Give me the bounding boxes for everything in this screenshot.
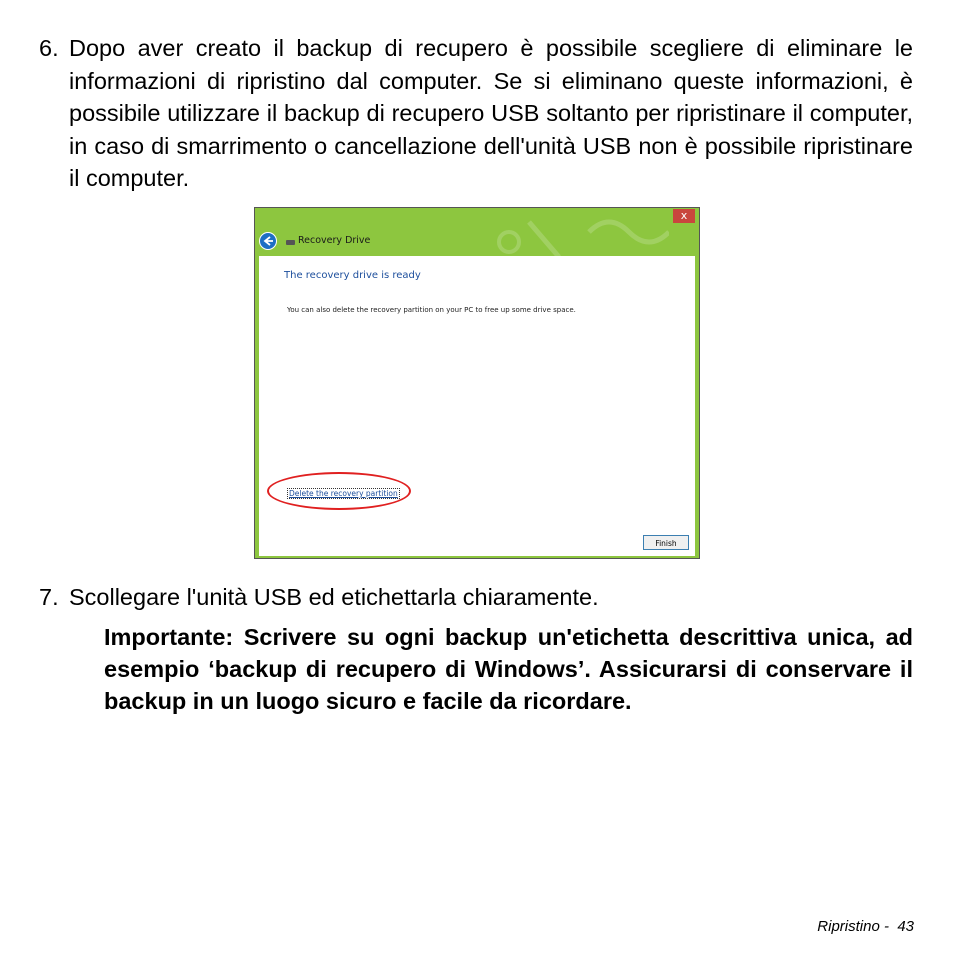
finish-button[interactable]: Finish — [643, 535, 689, 550]
step-6-number: 6. — [39, 35, 59, 61]
important-note: Importante: Scrivere su ogni backup un'etichetta descrittiva unica, ad esempio ‘backup di recupero di Windows’. Assicurarsi di conservare il backup in un luogo sicuro e facile da ricordare. — [104, 624, 913, 714]
step-7-number: 7. — [39, 584, 59, 610]
footer-separator: - — [879, 918, 898, 935]
background-decoration — [469, 212, 669, 262]
step-7-text: Scollegare l'unità USB ed etichettarla chiaramente. — [69, 584, 599, 610]
back-arrow-icon[interactable] — [259, 232, 277, 250]
step-6-text: Dopo aver creato il backup di recupero è possibile scegliere di eliminare le informazioni di ripristino dal computer. Se si eliminano queste informazioni, è possibile utilizzare il backup di recupero USB soltanto per ripristinare il computer, in caso di smarrimento o cancellazione dell'unità USB non è possibile ripristinare il computer. — [69, 35, 913, 191]
close-button[interactable]: x — [673, 209, 695, 223]
step-6 — [39, 32, 913, 195]
content-panel — [259, 256, 695, 556]
window-title: Recovery Drive — [298, 235, 371, 246]
page-number: 43 — [897, 918, 914, 935]
dialog-description: You can also delete the recovery partition on your PC to free up some drive space. — [287, 306, 576, 314]
footer-section: Ripristino — [817, 918, 880, 935]
usb-drive-icon — [286, 240, 295, 245]
recovery-drive-screenshot — [254, 207, 700, 559]
page-footer — [817, 918, 914, 935]
dialog-heading: The recovery drive is ready — [284, 270, 421, 281]
step-7 — [39, 581, 913, 614]
delete-partition-link[interactable]: Delete the recovery partition — [289, 489, 398, 498]
